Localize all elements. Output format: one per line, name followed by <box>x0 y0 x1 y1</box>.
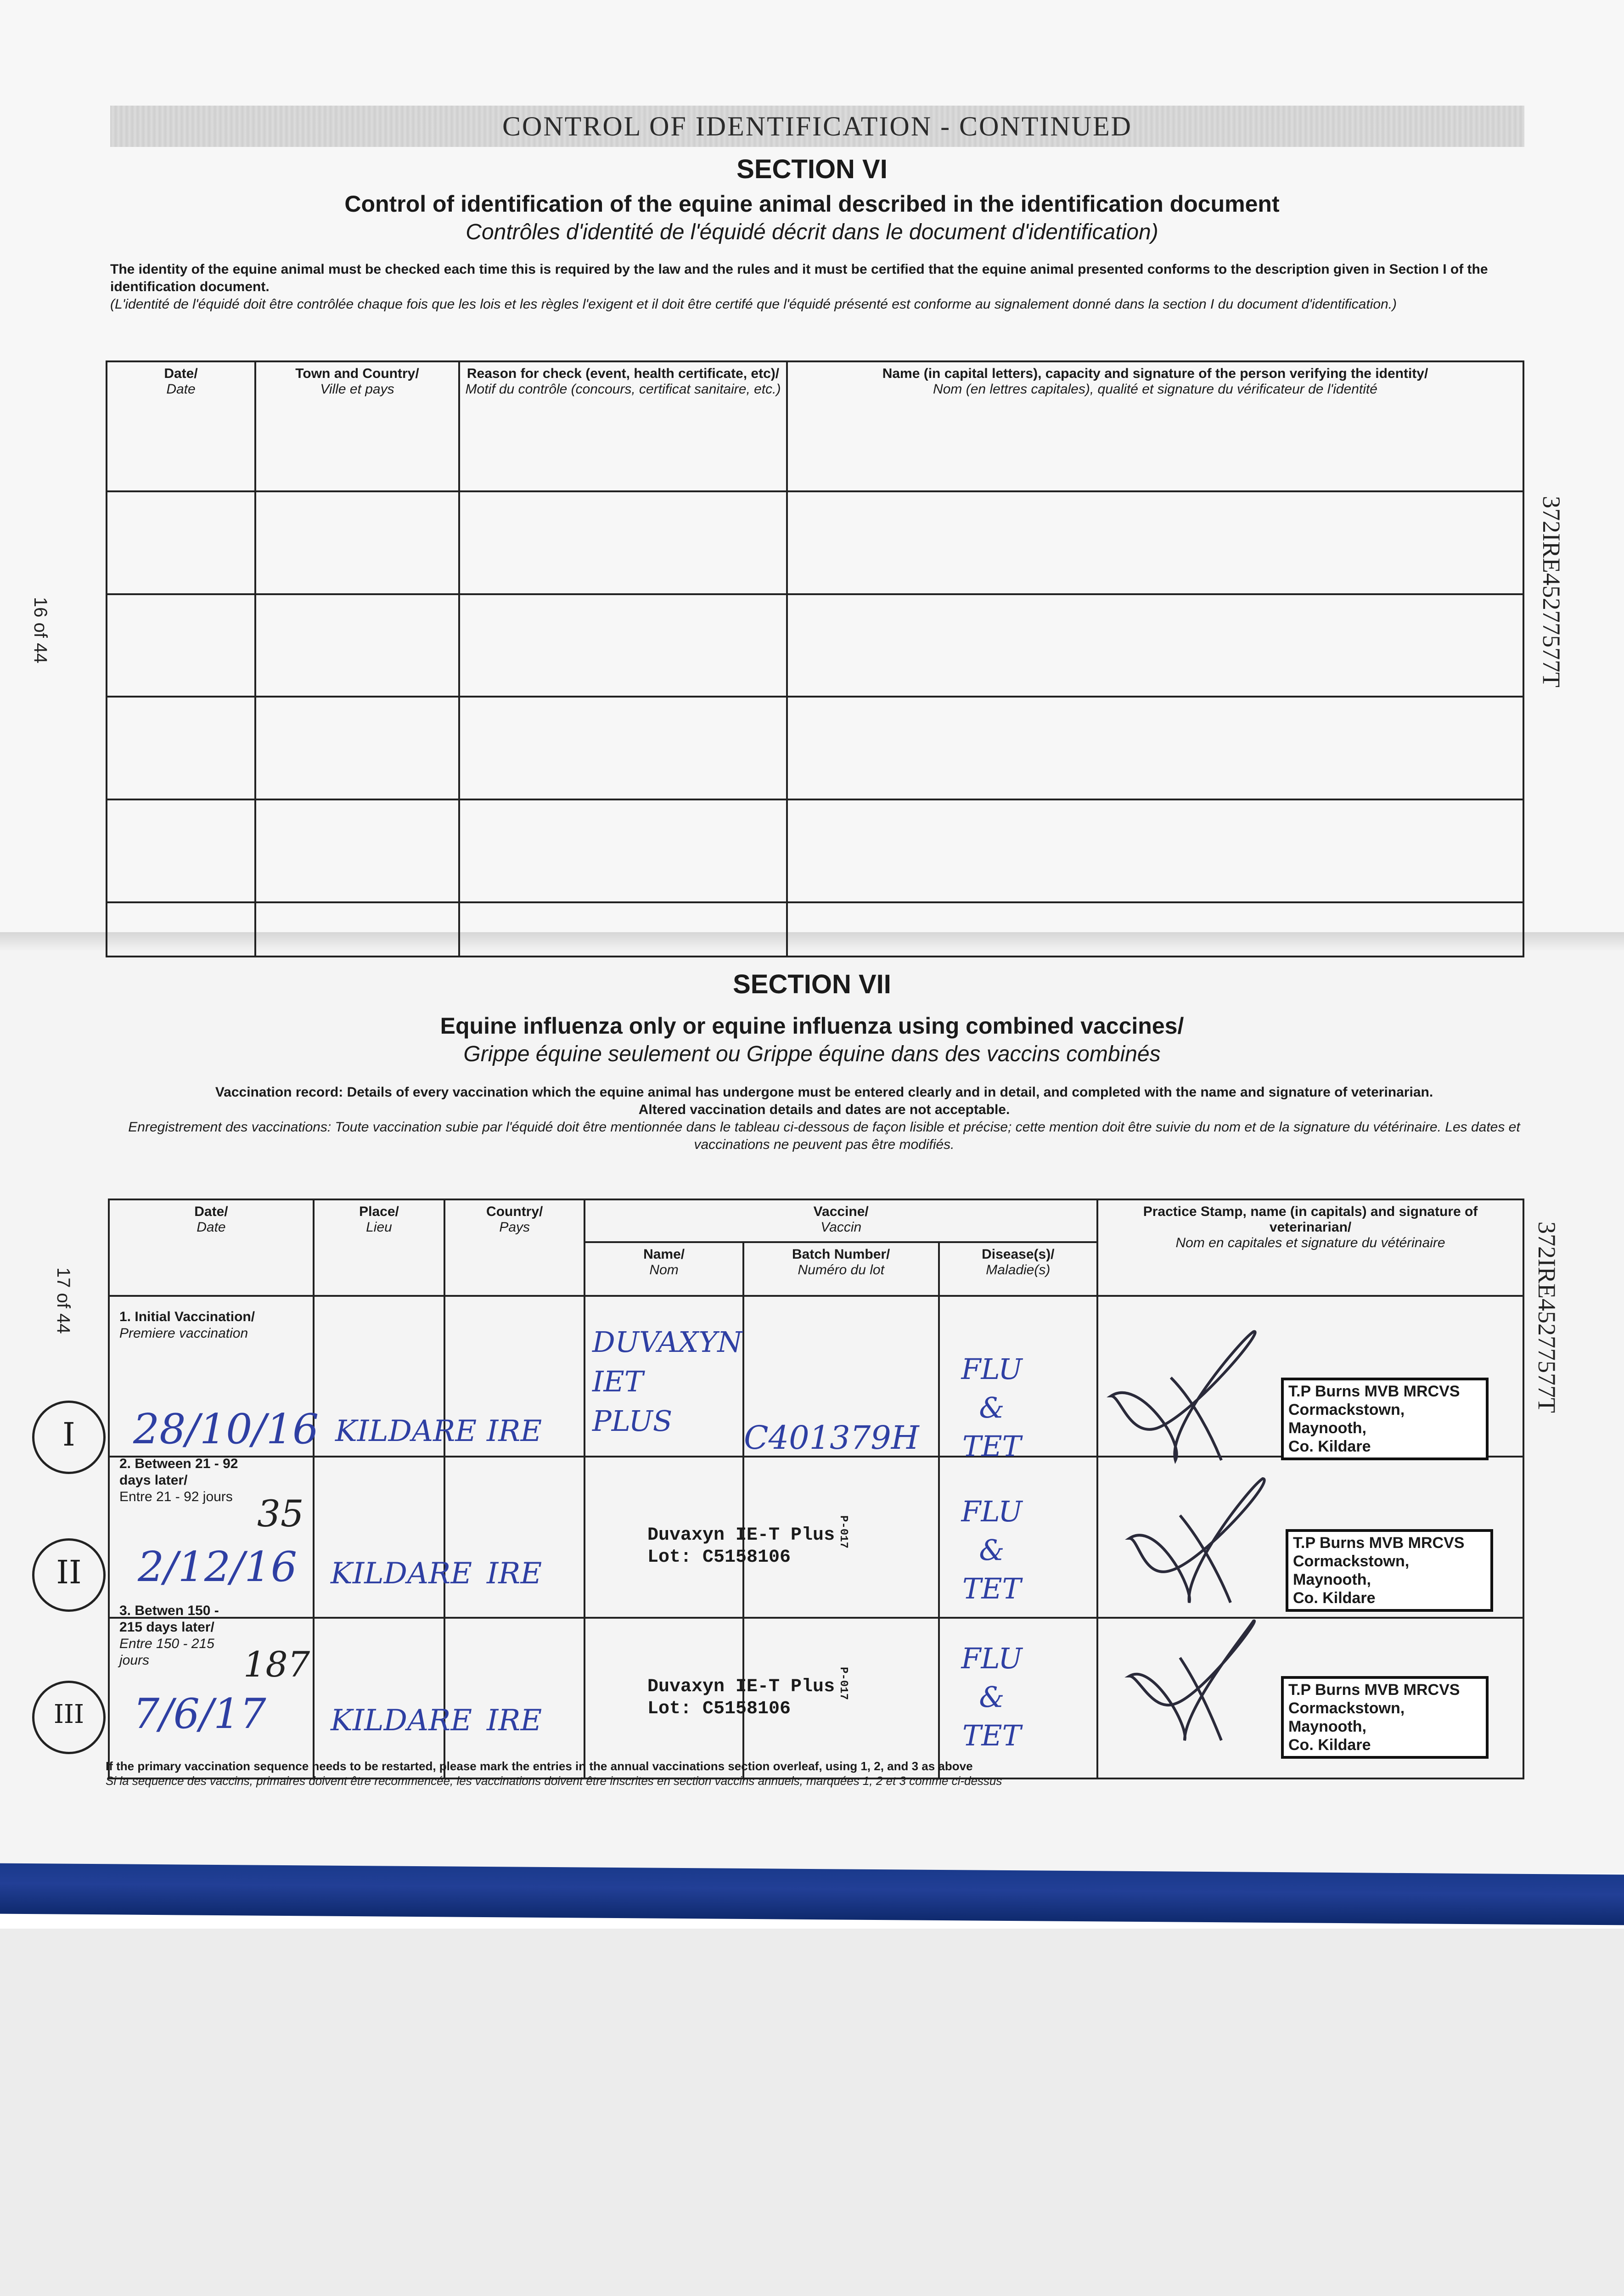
section7-title: SECTION VII <box>733 969 891 999</box>
practice-stamp-2: T.P Burns MVB MRCVS Cormackstown, Maynooth, Co. Kildare <box>1286 1529 1493 1612</box>
col-country-header: Country/ Pays <box>444 1199 584 1296</box>
row2-label: 2. Between 21 - 92 days later/ Entre 21 - 92 jours <box>119 1456 238 1504</box>
row3-country: IRE <box>487 1704 542 1738</box>
row1-date: 28/10/16 <box>133 1405 319 1453</box>
section7-intro <box>124 1084 1524 1154</box>
table-row <box>107 594 1523 697</box>
section7-footer <box>106 1759 1483 1788</box>
section6-intro-fr: (L'identité de l'équidé doit être contrôlée chaque fois que les lois et les règles l'exigent et il doit être certifé que l'équidé présenté est conforme au signalement donné dans la section I du document d'identification.) <box>110 297 1397 312</box>
row3-place: KILDARE <box>331 1704 472 1738</box>
section6-intro-en: The identity of the equine animal must be checked each time this is required by the law and the rules and it must be certified that the equine animal presented conforms to the description given in Section I of the identification document. <box>110 262 1488 294</box>
identity-check-table <box>106 360 1524 957</box>
row2-lot: Lot: C5158106 <box>647 1547 791 1568</box>
row1-label: 1. Initial Vaccination/ Premiere vaccination <box>119 1309 255 1341</box>
row1-place: KILDARE <box>335 1414 477 1448</box>
section7-footer-en: If the primary vaccination sequence needs to be restarted, please mark the entries in the annual vaccinations section overleaf, using 1, 2, and 3 as above <box>106 1759 973 1773</box>
row2-vaccine-name: Duvaxyn IE-T Plus <box>647 1525 835 1546</box>
section7-subtitle-fr: Grippe équine seulement ou Grippe équine dans des vaccins combinés <box>463 1042 1161 1066</box>
section7-intro-en: Vaccination record: Details of every vaccination which the equine animal has undergone must be entered clearly and in detail, and completed with the name and signature of veterinarian. <box>215 1085 1433 1100</box>
sequence-mark-1: I <box>32 1401 106 1474</box>
table-row <box>107 799 1523 902</box>
practice-stamp-3: T.P Burns MVB MRCVS Cormackstown, Maynooth, Co. Kildare <box>1281 1676 1489 1759</box>
col-town-header: Town and Country/ Ville et pays <box>255 361 459 491</box>
document-id-upper: 372IRE45277577T <box>1538 496 1565 687</box>
row3-label-code: P-017 <box>837 1667 849 1700</box>
page-number-16: 16 of 44 <box>30 597 51 664</box>
section7-intro-en2: Altered vaccination details and dates are not acceptable. <box>638 1102 1010 1117</box>
row3-disease: FLU & TET <box>961 1642 1023 1752</box>
row3-vaccine-name: Duvaxyn IE-T Plus <box>647 1677 835 1697</box>
col-verifier-header: Name (in capital letters), capacity and signature of the person verifying the identity/ Nom (en lettres capitales), qualité et signature du vérificateur de l'identité <box>787 361 1523 491</box>
document-id-lower: 372IRE45277577T <box>1533 1221 1561 1413</box>
section7-footer-fr: Si la sequence des vaccins, primaires doivent être recommencée, les vaccinations doivent être inscrites en section vaccins annuels, marquées 1, 2 et 3 comme ci-dessus <box>106 1774 1002 1788</box>
row2-vaccine-label <box>647 1525 835 1569</box>
col-reason-header: Reason for check (event, health certificate, etc)/ Motif du contrôle (concours, certificat sanitaire, etc.) <box>459 361 787 491</box>
section6-title: SECTION VI <box>736 154 888 184</box>
col-date-header: Date/ Date <box>109 1199 314 1296</box>
scan-background <box>0 1929 1624 2296</box>
section7-intro-fr: Enregistrement des vaccinations: Toute vaccination subie par l'équidé doit être mentionnée dans le tableau ci-dessous de façon lisible et précise; cette mention doit être suivie du nom et de la signature du vétérinaire. Les dates et vaccinations ne peuvent pas être modifiés. <box>128 1120 1520 1152</box>
section6-subtitle-fr: Contrôles d'identité de l'équidé décrit dans le document d'identification) <box>466 220 1158 244</box>
vet-signature-1 <box>1102 1322 1295 1469</box>
table-row <box>107 697 1523 799</box>
section6-intro <box>110 261 1511 313</box>
sequence-mark-2: II <box>32 1538 106 1612</box>
row2-disease: FLU & TET <box>961 1495 1023 1605</box>
col-stamp-header: Practice Stamp, name (in capitals) and signature of veterinarian/ Nom en capitales et signature du vétérinaire <box>1097 1199 1523 1296</box>
row2-label-code: P-017 <box>837 1515 849 1549</box>
row3-label: 3. Betwen 150 - 215 days later/ Entre 150 - 215 jours <box>119 1603 219 1668</box>
vet-signature-2 <box>1116 1469 1299 1616</box>
row1-disease: FLU & TET <box>961 1352 1023 1463</box>
col-vaccine-header: Vaccine/ Vaccin <box>584 1199 1097 1242</box>
row1-batch: C401379H <box>744 1419 919 1457</box>
row3-lot: Lot: C5158106 <box>647 1699 791 1719</box>
page-number-17: 17 of 44 <box>53 1267 73 1334</box>
practice-stamp-1: T.P Burns MVB MRCVS Cormackstown, Maynooth, Co. Kildare <box>1281 1378 1489 1460</box>
booklet-cover-edge <box>0 1863 1624 1925</box>
vet-signature-3 <box>1116 1607 1299 1754</box>
row1-vaccine-name: DUVAXYN IET PLUS <box>592 1325 742 1438</box>
row1-country: IRE <box>487 1414 542 1448</box>
table-row <box>107 902 1523 957</box>
row3-date: 7/6/17 <box>133 1690 266 1738</box>
section6-subtitle-en: Control of identification of the equine animal described in the identification document <box>344 191 1280 217</box>
table-row <box>107 491 1523 594</box>
row2-place: KILDARE <box>331 1557 472 1591</box>
col-vaccine-name-header: Name/ Nom <box>584 1242 743 1296</box>
col-date-header: Date/ Date <box>107 361 255 491</box>
row3-interval-days: 187 <box>243 1644 310 1685</box>
row2-date: 2/12/16 <box>138 1543 297 1591</box>
section-banner: CONTROL OF IDENTIFICATION - CONTINUED <box>110 106 1524 147</box>
col-batch-header: Batch Number/ Numéro du lot <box>743 1242 939 1296</box>
row2-interval-days: 35 <box>257 1492 304 1535</box>
section7-subtitle-en: Equine influenza only or equine influenza using combined vaccines/ <box>440 1013 1184 1039</box>
row2-country: IRE <box>487 1557 542 1591</box>
sequence-mark-3: III <box>32 1681 106 1754</box>
row3-vaccine-label <box>647 1676 835 1720</box>
col-disease-header: Disease(s)/ Maladie(s) <box>939 1242 1097 1296</box>
col-place-header: Place/ Lieu <box>314 1199 444 1296</box>
